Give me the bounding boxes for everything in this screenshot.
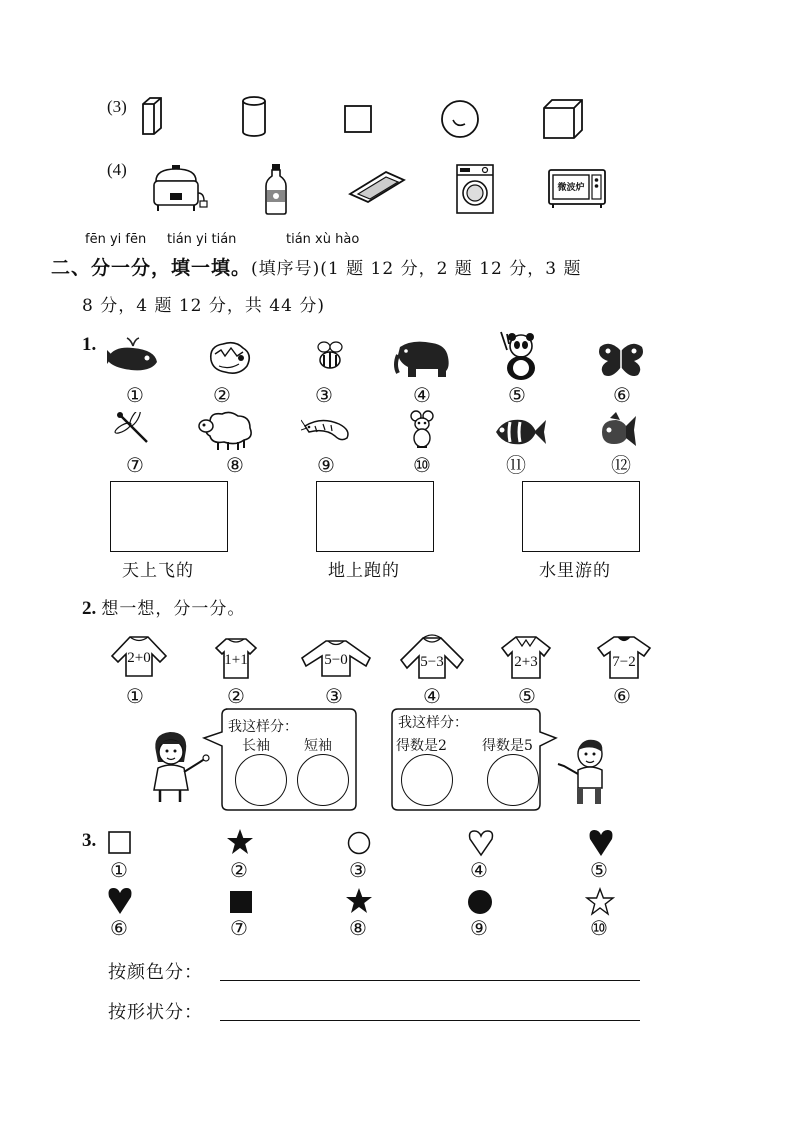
section-title: 二、分一分，填一填。	[51, 257, 252, 279]
filled-circle-icon	[466, 888, 494, 916]
filled-star-icon	[345, 887, 373, 915]
shape-label-5: ⑤	[590, 858, 608, 882]
boy-icon	[556, 736, 614, 806]
filled-heart-icon	[587, 828, 615, 858]
shirt-6-expr: 7−2	[612, 654, 636, 670]
shape-label-2: ②	[230, 858, 248, 882]
label-10: ⑩	[413, 453, 431, 477]
shape-label-8: ⑧	[349, 916, 367, 940]
label-1: ①	[126, 383, 144, 407]
cylinder-icon	[240, 95, 268, 139]
label-3: ③	[315, 383, 333, 407]
dragon-icon	[205, 336, 255, 378]
section-heading	[51, 253, 581, 280]
phone-icon	[346, 168, 408, 204]
label-11: ⑪	[506, 453, 526, 477]
label-12: ⑫	[611, 453, 631, 477]
square-icon	[343, 104, 373, 134]
shirt-label-4: ④	[423, 684, 441, 708]
box-label-land: 地上跑的	[328, 561, 400, 581]
shirt-4-expr: 5−3	[420, 654, 444, 670]
shape-label-3: ③	[349, 858, 367, 882]
washing-machine-icon	[455, 163, 495, 215]
question-4-number: (4)	[107, 160, 127, 179]
question-1-number: 1.	[82, 334, 97, 355]
by-shape-label: 按形状分：	[108, 1002, 203, 1023]
question-2-number: 2.	[82, 598, 97, 619]
answer-circle-short-sleeve[interactable]	[297, 754, 349, 806]
label-4: ④	[413, 383, 431, 407]
box-label-water: 水里游的	[539, 561, 611, 581]
filled-square-icon	[228, 889, 254, 915]
by-color-answer-line[interactable]	[220, 978, 640, 981]
pinyin-tian-yi-tian: tián yi tián	[167, 232, 237, 247]
shirt-label-5: ⑤	[518, 684, 536, 708]
shape-label-9: ⑨	[470, 916, 488, 940]
shirt-1-expr: 2+0	[127, 650, 151, 666]
sheep-icon	[196, 408, 256, 452]
answer-circle-result-5[interactable]	[487, 754, 539, 806]
label-9: ⑨	[317, 453, 335, 477]
bubble-left-cat2: 短袖	[304, 738, 332, 754]
open-heart-icon	[467, 829, 495, 857]
shirt-label-2: ②	[227, 684, 245, 708]
label-6: ⑥	[613, 383, 631, 407]
cuboid-icon	[140, 96, 164, 136]
dragonfly-icon	[113, 412, 153, 448]
filled-star-icon	[226, 828, 254, 856]
cube-icon	[542, 98, 584, 140]
label-2: ②	[213, 383, 231, 407]
fish-icon	[492, 414, 548, 450]
shape-label-10: ⑩	[590, 916, 608, 940]
rice-cooker-icon	[148, 163, 208, 215]
section-score-note: (填序号)(1 题 12 分，2 题 12 分，3 题	[251, 259, 582, 279]
shirt-5-expr: 2+3	[514, 654, 538, 670]
pinyin-tian-xu-hao: tián xù hào	[286, 232, 360, 247]
answer-circle-result-2[interactable]	[401, 754, 453, 806]
shape-label-1: ①	[110, 858, 128, 882]
open-star-icon	[585, 887, 615, 917]
label-5: ⑤	[508, 383, 526, 407]
bubble-left-cat1: 长袖	[242, 738, 270, 754]
question-2-title: 想一想，分一分。	[101, 599, 246, 619]
shirt-2-expr: 1+1	[224, 652, 248, 668]
shape-label-7: ⑦	[230, 916, 248, 940]
question-2-heading	[82, 594, 245, 620]
bubble-right-cat1: 得数是2	[396, 738, 447, 754]
label-7: ⑦	[126, 453, 144, 477]
open-square-icon	[107, 830, 133, 856]
panda-icon	[497, 330, 543, 382]
question-3-shapes-number: 3.	[82, 830, 97, 851]
pinyin-fen-yi-fen: fēn yi fēn	[85, 232, 147, 247]
shirt-label-1: ①	[126, 684, 144, 708]
shirt-label-3: ③	[325, 684, 343, 708]
shirt-label-6: ⑥	[613, 684, 631, 708]
bubble-right-title: 我这样分：	[398, 715, 468, 731]
label-8: ⑧	[226, 453, 244, 477]
by-shape-answer-line[interactable]	[220, 1018, 640, 1021]
whale-icon	[105, 336, 161, 376]
open-circle-icon	[346, 830, 372, 856]
microwave-label: 微波炉	[557, 183, 585, 193]
by-color-label: 按颜色分：	[108, 962, 203, 983]
filled-heart-icon	[106, 886, 134, 916]
elephant-icon	[392, 337, 454, 379]
goldfish-icon	[596, 412, 638, 452]
butterfly-icon	[596, 341, 646, 379]
answer-box-land[interactable]	[316, 481, 434, 552]
answer-circle-long-sleeve[interactable]	[235, 754, 287, 806]
ball-icon	[439, 98, 481, 140]
shirt-3-expr: 5−0	[324, 652, 348, 668]
microwave-icon	[547, 166, 607, 210]
mouse-icon	[407, 410, 437, 450]
box-label-sky: 天上飞的	[122, 561, 194, 581]
shape-label-4: ④	[470, 858, 488, 882]
bubble-left-title: 我这样分：	[228, 719, 298, 735]
shrimp-icon	[301, 414, 353, 444]
answer-box-water[interactable]	[522, 481, 640, 552]
answer-box-sky[interactable]	[110, 481, 228, 552]
question-3-number: (3)	[107, 97, 127, 116]
bee-icon	[312, 338, 348, 374]
section-score-note-line2: 8 分，4 题 12 分，共 44 分)	[82, 296, 325, 316]
shape-label-6: ⑥	[110, 916, 128, 940]
bubble-right-cat2: 得数是5	[482, 738, 533, 754]
bottle-icon	[263, 162, 289, 216]
